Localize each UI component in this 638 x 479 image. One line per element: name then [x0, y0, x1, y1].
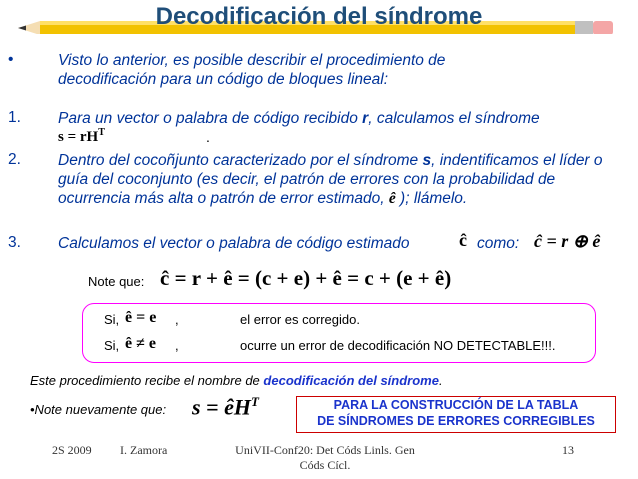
step3-chat: ĉ: [459, 230, 467, 250]
procedure-part-a: Este procedimiento recibe el nombre de: [30, 373, 260, 388]
step1-label: Para un vector o palabra de código recibido: [58, 110, 358, 127]
footer-author: I. Zamora: [120, 443, 168, 457]
footer-page: 13: [562, 443, 574, 457]
note2-label: •Note nuevamente que:: [30, 402, 167, 417]
footer-date: 2S 2009: [52, 443, 92, 457]
case1-comma: ,: [175, 312, 179, 327]
step3-label: Calculamos el vector o palabra de código estimado: [58, 235, 410, 252]
step1-formula: [58, 127, 105, 146]
case2-si: Si,: [104, 338, 120, 353]
syndrome-table-box: [296, 396, 616, 433]
step1-rest: , calculamos el síndrome: [368, 110, 540, 127]
step2-part-c: ); llámelo.: [400, 190, 468, 207]
slide-title: Decodificación del síndrome: [155, 3, 483, 30]
procedure-text: [30, 373, 443, 388]
step2-part-a: Dentro del cocoñjunto caracterizado por el síndrome: [58, 152, 419, 169]
procedure-name: decodificación del síndrome: [263, 373, 439, 388]
procedure-period: .: [438, 373, 443, 388]
step1-formula-text: s = rH: [58, 129, 99, 145]
intro-bullet: •: [8, 51, 14, 68]
step3-number: 3.: [8, 234, 21, 251]
step1-formula-sup: T: [98, 127, 105, 138]
note2-formula-text: s = êH: [192, 394, 251, 420]
case1-text: el error es corregido.: [240, 312, 360, 327]
step3-text: [58, 234, 458, 253]
note2-formula: [192, 394, 259, 420]
note2-formula-sup: T: [250, 394, 259, 409]
step2-text: [58, 151, 616, 208]
footer-course-line1: UniVII-Conf20: Det Códs Linls. Gen: [235, 443, 415, 457]
case1-formula: ê = e: [125, 309, 157, 326]
case2-text: ocurre un error de decodificación NO DETECTABLE!!!.: [240, 338, 556, 353]
step1-number: 1.: [8, 109, 21, 126]
step2-s: s: [422, 152, 432, 169]
footer-course-line2: Códs Cícl.: [299, 458, 351, 472]
footer-course: [226, 443, 424, 473]
step2-ehat: ê: [388, 190, 396, 207]
case1-si: Si,: [104, 312, 120, 327]
note-label: Note que:: [88, 274, 145, 289]
case2-comma: ,: [175, 338, 179, 353]
step2-part-b: , indentificamos el líder o guía del coconjunto (es decir, el patrón de errores con la probabilidad de ocurrencia más alta o patrón de error estimado,: [58, 152, 603, 207]
case2-formula: ê ≠ e: [125, 335, 156, 352]
step1-r: r: [362, 110, 369, 127]
step1-text: [58, 109, 618, 128]
box-line1: PARA LA CONSTRUCCIÓN DE LA TABLA: [333, 398, 579, 412]
step1-dot: .: [206, 129, 210, 145]
step3-como: como:: [477, 235, 520, 252]
step2-number: 2.: [8, 151, 21, 168]
step3-formula: ĉ = r ⊕ ê: [534, 231, 601, 251]
note-formula: ĉ = r + ê = (c + e) + ê = c + (e + ê): [160, 266, 452, 290]
intro-text: Visto lo anterior, es posible describir el procedimiento de decodificación para un código de bloques lineal:: [58, 52, 446, 88]
box-line2: DE SÍNDROMES DE ERRORES CORREGIBLES: [317, 414, 595, 428]
